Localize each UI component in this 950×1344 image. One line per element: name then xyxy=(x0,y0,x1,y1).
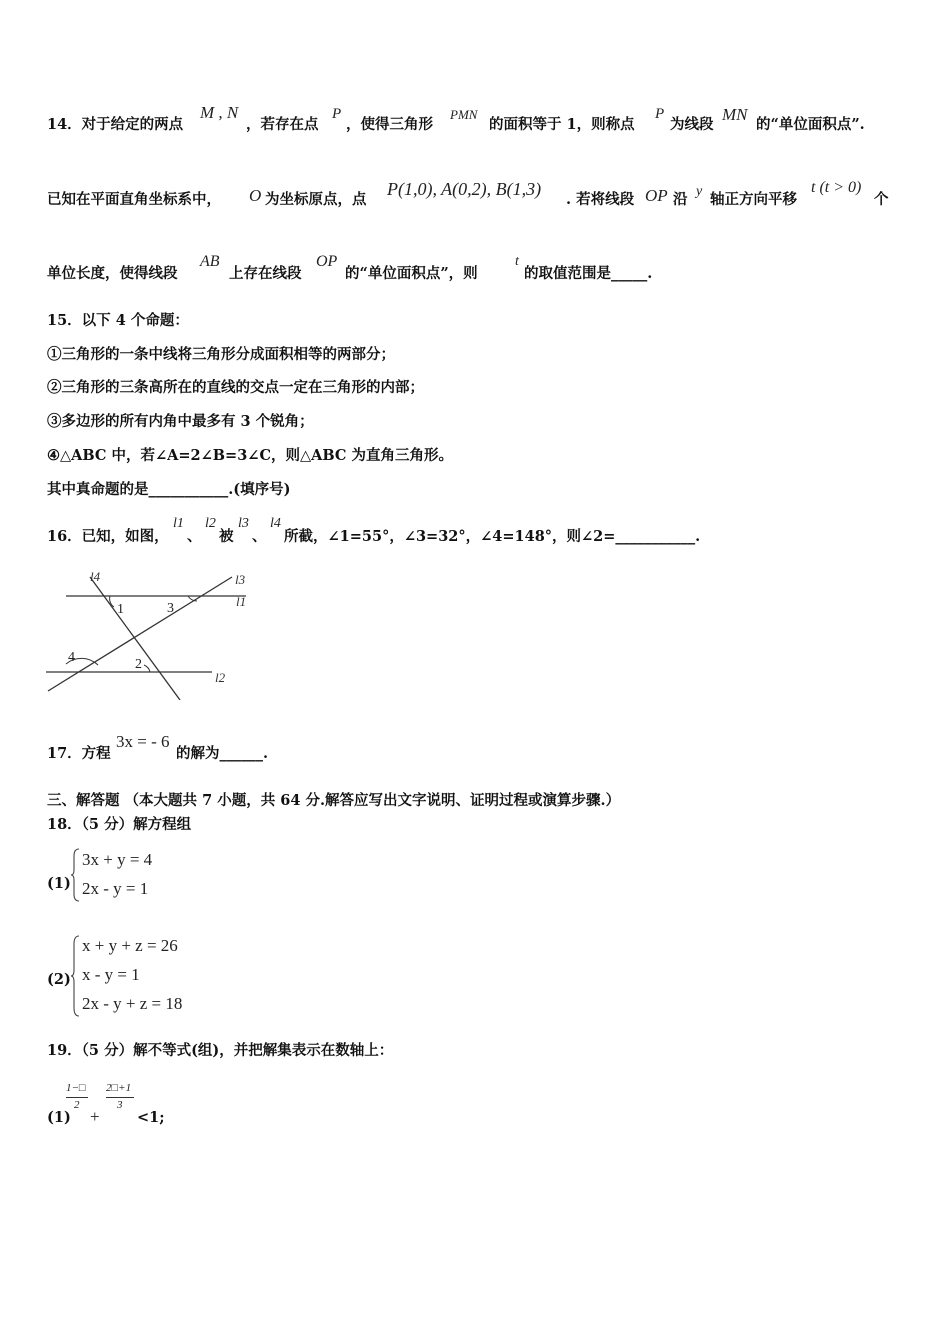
q16-text-1: 16．已知，如图， xyxy=(47,528,169,545)
q14-text-6: 的“单位面积点”. xyxy=(756,116,865,133)
angle-label-3: 3 xyxy=(167,601,174,616)
q16-figure xyxy=(40,560,260,700)
q16-math-l2: l2 xyxy=(205,516,216,531)
q14-math-mn-pair: M , N xyxy=(200,103,239,122)
q14-text-15: 的“单位面积点”，则 xyxy=(345,265,478,282)
q18-part2-eq1: x + y + z = 26 xyxy=(82,936,178,955)
q14-math-ab: AB xyxy=(200,253,220,270)
q14-text-1: 14．对于给定的两点 xyxy=(47,116,184,133)
q14-math-t-cond: t (t > 0) xyxy=(811,179,862,196)
q19-plus: + xyxy=(90,1107,100,1126)
angle-label-1: 1 xyxy=(117,602,124,617)
q18-part2-eq2: x - y = 1 xyxy=(82,965,140,984)
q19-frac1-denominator: 2 xyxy=(74,1099,80,1111)
angle-label-4: 4 xyxy=(68,650,75,665)
q15-item-4: ④△ABC 中，若∠A=2∠B=3∠C，则△ABC 为直角三角形。 xyxy=(47,447,453,464)
q19-frac1-bar xyxy=(66,1097,88,1098)
q14-text-9: . 若将线段 xyxy=(566,191,635,208)
q19-title: 19．（5 分）解不等式(组)，并把解集表示在数轴上： xyxy=(47,1042,394,1059)
q19-frac2-numerator: 2□+1 xyxy=(106,1082,132,1094)
q15-title: 15．以下 4 个命题： xyxy=(47,312,189,329)
q15-answer: 其中真命题的是___________.(填序号) xyxy=(47,481,291,498)
q19-frac2-denominator: 3 xyxy=(117,1099,123,1111)
section-3-header: 三、解答题 （本大题共 7 小题，共 64 分.解答应写出文字说明、证明过程或演算步骤.） xyxy=(47,792,621,809)
q17-text-2: 的解为______. xyxy=(176,745,269,762)
q17-equation: 3x = - 6 xyxy=(116,732,170,751)
angle-arc-2 xyxy=(144,665,150,672)
q14-math-mn: MN xyxy=(722,105,748,124)
q16-text-2: 、 xyxy=(187,528,202,545)
q16-text-5: 所截，∠1=55°，∠3=32°，∠4=148°，则∠2=___________. xyxy=(284,528,701,545)
q18-part1-eq2: 2x - y = 1 xyxy=(82,879,149,898)
q14-text-3: ，使得三角形 xyxy=(346,116,433,133)
q14-math-y: y xyxy=(696,184,703,199)
q18-part2-label: (2) xyxy=(47,971,71,988)
q18-part2-brace xyxy=(71,935,81,1017)
q14-text-5: 为线段 xyxy=(670,116,714,133)
q14-math-pmn: PMN xyxy=(450,107,478,122)
q14-math-o: O xyxy=(249,186,262,205)
q19-part1-tail: <1; xyxy=(137,1109,165,1126)
label-l1: l1 xyxy=(236,594,247,609)
q18-title: 18．（5 分）解方程组 xyxy=(47,816,192,833)
q14-text-4: 的面积等于 1，则称点 xyxy=(489,116,635,133)
q14-text-7: 已知在平面直角坐标系中， xyxy=(47,191,221,208)
q16-math-l3: l3 xyxy=(238,516,249,531)
q16-text-4: 、 xyxy=(252,528,267,545)
q14-math-p: P xyxy=(332,106,342,122)
q19-frac2-bar xyxy=(106,1097,134,1098)
q15-item-2: ②三角形的三条高所在的直线的交点一定在三角形的内部； xyxy=(47,379,424,396)
line-l3 xyxy=(48,577,232,691)
q14-text-10: 沿 xyxy=(673,191,688,208)
q14-text-11: 轴正方向平移 xyxy=(710,191,797,208)
label-l3: l3 xyxy=(235,572,246,587)
label-l4: l4 xyxy=(90,569,101,584)
q18-part1-eq1: 3x + y = 4 xyxy=(82,850,153,869)
q14-text-12: 个 xyxy=(874,191,889,208)
q15-item-1: ①三角形的一条中线将三角形分成面积相等的两部分； xyxy=(47,346,395,363)
q14-math-t: t xyxy=(515,254,519,269)
angle-label-2: 2 xyxy=(135,657,142,672)
q14-text-14: 上存在线段 xyxy=(229,265,302,282)
q15-item-3: ③多边形的所有内角中最多有 3 个锐角； xyxy=(47,413,314,430)
q14-text-13: 单位长度，使得线段 xyxy=(47,265,178,282)
q16-math-l4: l4 xyxy=(270,516,281,531)
q14-math-op: OP xyxy=(645,186,668,205)
q18-part1-brace xyxy=(71,848,81,902)
q14-text-2: ，若存在点 xyxy=(246,116,319,133)
q14-math-points: P(1,0), A(0,2), B(1,3) xyxy=(387,179,542,199)
q17-text-1: 17．方程 xyxy=(47,745,111,762)
q14-math-p2: P xyxy=(655,106,665,122)
q14-math-op2: OP xyxy=(316,253,338,270)
q18-part1-label: (1) xyxy=(47,875,71,892)
q14-text-8: 为坐标原点，点 xyxy=(265,191,367,208)
q19-part1-label: (1) xyxy=(47,1109,71,1126)
q16-math-l1: l1 xyxy=(173,516,184,531)
q14-text-16: 的取值范围是_____. xyxy=(524,265,653,282)
label-l2: l2 xyxy=(215,670,226,685)
q18-part2-eq3: 2x - y + z = 18 xyxy=(82,994,183,1013)
q19-frac1-numerator: 1−□ xyxy=(66,1082,86,1094)
q16-text-3: 被 xyxy=(219,528,234,545)
